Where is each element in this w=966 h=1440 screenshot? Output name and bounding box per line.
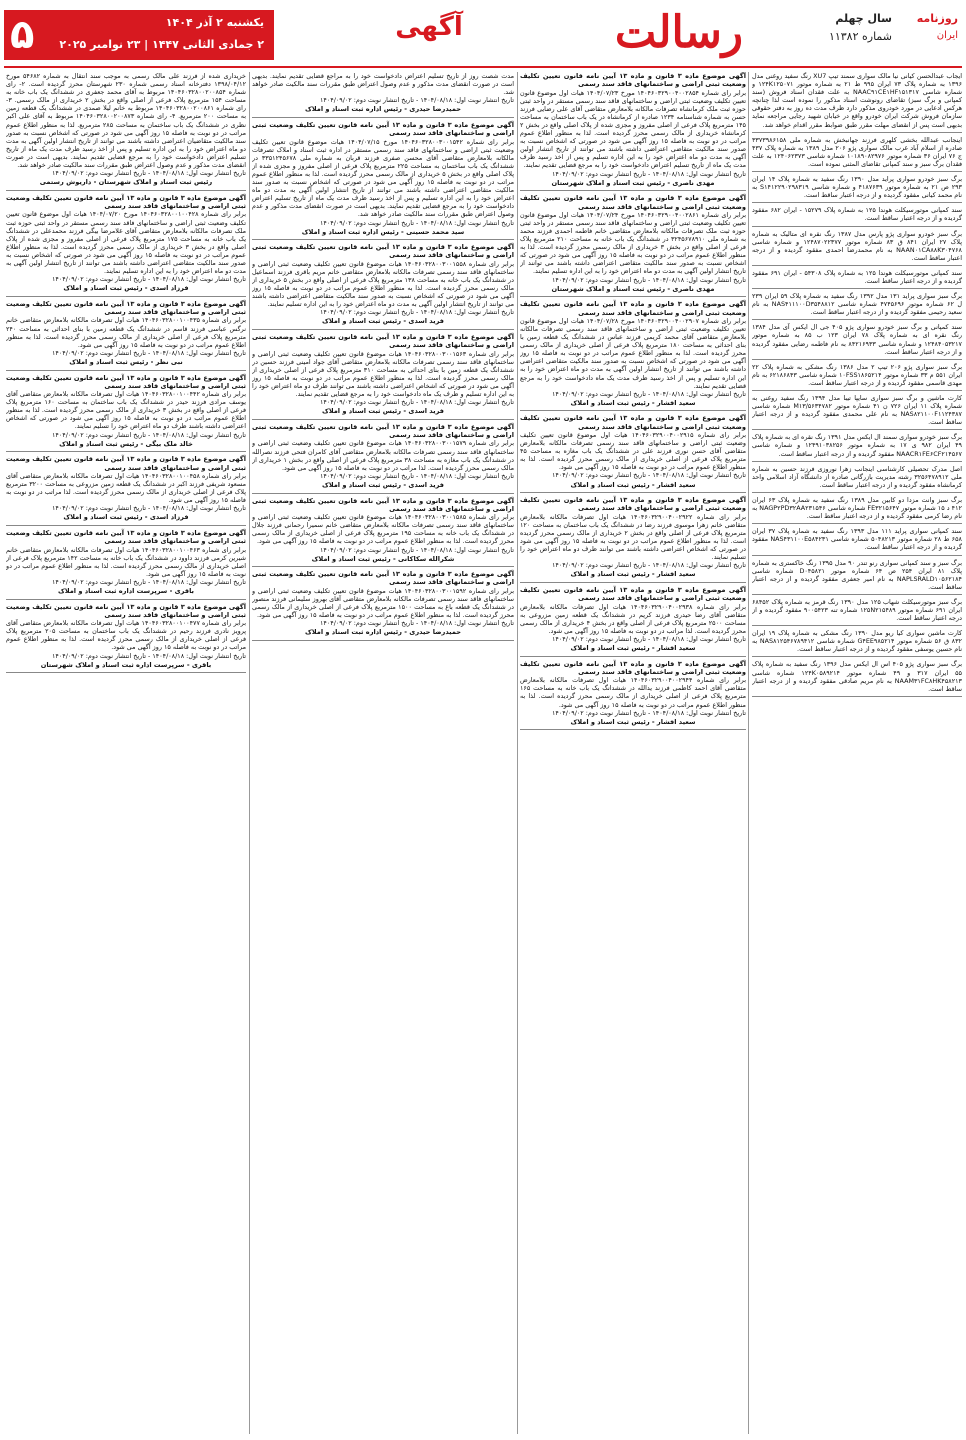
brand-country: ایران	[936, 30, 958, 41]
lost-document-notice	[752, 269, 962, 289]
notice-body: برابر رای شماره ۱۴۰۴۶۰۳۲۹۰۰۴۰۰۲۹۴۴ هیات اول تصرفات مالکانه بلامعارض متقاضی آقای احمد کاظمی فرزند یدالله در ششدانگ یک باب خانه به مساحت ۱۶۵ مترمربع پلاک فرعی از اصلی خریداری از مالک رسمی محرز گردیده است. لذا به منظور اطلاع عموم مراتب در دو نوبت به فاصله ۱۵ روز آگهی می شود.	[520, 676, 746, 709]
notice-body: برگ سبز وانت مزدا دو کابین مدل ۱۳۸۹ رنگ سفید به شماره پلاک ۶۳ ایران ۴۱۲ د ۱۵ شماره موتور FE۳۲۱۵۶۴۷ شماره شاسی NAGP۲PD۳۲AA۲۳۱۵۴۶ به نام رضا کرمی مفقود گردیده و از درجه اعتبار ساقط است.	[752, 495, 962, 521]
notice-body: اینجانب عبدالله بخشی کلهری فرزند جهانبخش به شماره ملی ۳۳۷۳۹۸۶۱۵۸ صادره از اسلام آباد غرب مالک سواری پژو ۲۰۶ مدل ۱۳۸۹ به شماره پلاک ۴۳۷ ج ۷۶ ایران ۳۶ شماره موتور ۱۰۱۸۹۰۸۲۹۷۶ شماره شاسی ۱۲۴۰۶۲۳۷۳ به علت فقدان برگ سبز و سند کمپانی تقاضای المثنی نموده است.	[752, 135, 962, 168]
publication-dates: تاریخ انتشار نوبت اول: ۱۴۰۴/۰۸/۱۸ - تاریخ انتشار نوبت دوم: ۱۴۰۴/۰۹/۰۲	[551, 634, 746, 643]
lost-document-notice	[752, 206, 962, 226]
notice-title: آگهی موضوع ماده ۳ قانون و ماده ۱۳ آیین نامه قانون تعیین تکلیف وضعیت ثبتی اراضی و ساختمانهای فاقد سند رسمی	[252, 422, 514, 440]
registry-notice	[252, 423, 514, 494]
notice-body: سند کمپانی موتورسیکلت هوندا ۱۲۵ به شماره پلاک ۵۴۳۰۸ - ایران ۶۹۱ مفقود گردیده و از درجه اعتبار ساقط است.	[752, 268, 962, 285]
notice-signature: سعید افشار - رئیس ثبت اسناد و املاک	[570, 398, 696, 407]
notice-body: برگ سبز موتورسیکلت شهاب ۱۲۵ مدل ۱۳۹۰ رنگ قرمز به شماره پلاک ۶۸۴۵۲ ایران ۶۹۱ شماره موتور ۱۲۵N۲۱۵۴۸۹ شماره تنه ۹۰۰۵۴۲۳ مفقود گردیده و از درجه اعتبار ساقط است.	[752, 597, 962, 623]
publication-dates: تاریخ انتشار نوبت اول: ۱۴۰۴/۰۸/۱۸ - تاریخ انتشار نوبت دوم: ۱۴۰۴/۰۹/۰۲	[51, 430, 246, 439]
publication-dates: تاریخ انتشار نوبت اول: ۱۴۰۴/۰۸/۱۸ - تاریخ انتشار نوبت دوم: ۱۴۰۴/۰۹/۰۲	[551, 169, 746, 178]
notice-signature: رئیس ثبت اسناد و املاک شهرستان - داریوش رستمی	[39, 178, 213, 187]
notice-body: برابر رای شماره ۱۴۰۴۶۰۳۲۸۰۰۱۰۰۴۵۸ هیات اول تصرفات مالکانه بلامعارض متقاضی آقای مسعود شریفی فرزند اکبر در ششدانگ یک قطعه زمین مزروعی به مساحت ۳۲۰۰ مترمربع پلاک فرعی از اصلی خریداری از مالک رسمی محرز گردیده است. لذا مراتب در دو نوبت به فاصله ۱۵ روز آگهی می شود.	[6, 471, 246, 505]
notice-body: برابر رای شماره ۱۴۰۴۶۰۳۲۸۰۰۳۰۰۱۵۹۲ هیات موضوع قانون تعیین تکلیف وضعیت ثبتی اراضی و ساختمانهای فاقد سند رسمی تصرفات مالکانه بلامعارض متقاضی آقای بهروز سلیمانی فرزند منصور در ششدانگ یک قطعه باغ به مساحت ۱۵۰۰ مترمربع پلاک فرعی از اصلی خریداری از مالک رسمی محرز گردیده است. لذا به منظور اطلاع عموم مراتب در دو نوبت به فاصله ۱۵ روز آگهی می شود.	[252, 586, 514, 620]
page-header	[4, 4, 962, 66]
lost-document-notice	[752, 136, 962, 172]
publication-dates: تاریخ انتشار نوبت اول: ۱۴۰۴/۰۸/۱۸ - تاریخ انتشار نوبت دوم: ۱۴۰۴/۰۹/۰۲	[51, 651, 246, 660]
notice-signature: خالد ملک بیگی - رئیس ثبت اسناد و املاک	[59, 439, 193, 448]
publication-dates: تاریخ انتشار نوبت اول: ۱۴۰۴/۰۸/۱۸ - تاریخ انتشار نوبت دوم: ۱۴۰۴/۰۹/۰۲	[551, 275, 746, 284]
column-registry-notices-1	[520, 72, 746, 1434]
notice-body: برابر رای شماره ۱۴۰۴۶۰۳۲۸۰۰۱۰۰۴۳۵ هیات اول تصرفات مالکانه بلامعارض متقاضی خانم نرگس عباسی فرزند قاسم در ششدانگ یک قطعه زمین با بنای احداثی به مساحت ۲۴۰ مترمربع پلاک فرعی از اصلی خریداری از مالک رسمی محرز گردیده است. لذا به منظور اطلاع عموم مراتب در دو نوبت به فاصله ۱۵ روز آگهی می شود.	[6, 316, 246, 349]
section-title: آگهی	[395, 12, 463, 42]
notice-title: آگهی موضوع ماده ۳ قانون و ماده ۱۳ آیین نامه قانون تعیین تکلیف وضعیت ثبتی اراضی و ساختمانهای فاقد سند رسمی	[520, 659, 746, 676]
notice-body: برابر رای شماره ۱۴۰۴۶۰۳۲۸۰۰۳۰۰۱۵۶۳ هیات موضوع قانون تعیین تکلیف وضعیت ثبتی اراضی و ساختمانهای فاقد سند رسمی تصرفات مالکانه بلامعارض متقاضی آقای جواد امینی فرزند حسین در ششدانگ یک قطعه زمین با بنای احداثی به مساحت ۳۱۰ مترمربع پلاک فرعی از اصلی خریداری از مالک رسمی محرز گردیده است. لذا به منظور اطلاع عموم مراتب در دو نوبت به فاصله ۱۵ روز آگهی می شود در صورتی که اشخاص اعتراضی داشته باشند می توانند ظرف دو ماه اعتراض خود را به این اداره تسلیم و ظرف یک ماه دادخواست خود را به مرجع قضایی تقدیم نمایند.	[252, 349, 514, 399]
notice-signature: فرید اسدی - رئیس ثبت اسناد و املاک	[321, 407, 445, 416]
notice-body: خریداری شده از فرزند علی مالک رسمی به موجب سند انتقال به شماره ۵۴۶۸۲ مورخ ۱۳۹۸/۰۴/۱۲ دفترخانه اسناد رسمی شماره ۲۳۰ شهرستان محرز گردیده است. ۲- رای شماره ۱۴۰۴۶۰۳۲۸۰۰۲۰۰۸۵۴ مربوط به آقای محمد جعفری در ششدانگ یک باب خانه به مساحت ۱۵۴ مترمربع پلاک فرعی از اصلی واقع در بخش ۲ خریداری از مالک رسمی. ۳- رای شماره ۱۴۰۴۶۰۳۲۸۰۰۲۰۰۸۶۱ مربوط به خانم لیلا صمدی در ششدانگ یک قطعه زمین به مساحت ۲۰۰ مترمربع. ۴- رای شماره ۱۴۰۴۶۰۳۲۸۰۰۲۰۰۸۷۳ مربوط به آقای علی اکبر نظری در ششدانگ یک باب ساختمان به مساحت ۲۸۵ مترمربع. لذا به منظور اطلاع عموم مراتب در دو نوبت به فاصله ۱۵ روز آگهی می شود در صورتی که اشخاص نسبت به صدور سند مالکیت متقاضیان اعتراضی داشته باشند می توانند از تاریخ انتشار اولین آگهی به مدت دو ماه اعتراض خود را به این اداره تسلیم و پس از اخذ رسید ظرف مدت یک ماه از تاریخ تسلیم اعتراض دادخواست خود را به مرجع قضایی تقدیم نمایند. بدیهی است در صورت انقضای مدت مذکور و عدم وصول اعتراض طبق مقررات سند مالکیت صادر خواهد شد.	[6, 72, 246, 170]
column-registry-notices-3	[6, 72, 246, 1434]
notice-title: آگهی موضوع ماده ۳ قانون و ماده ۱۳ آیین نامه قانون تعیین تکلیف وضعیت ثبتی اراضی و ساختمانهای فاقد سند رسمی	[252, 496, 514, 513]
notice-body: برگ سبز خودرو سواری پژو پارس مدل ۱۳۸۷ رنگ نقره ای متالیک به شماره پلاک ۲۷ ایران ۸۴۱ ق ۸۳ شماره موتور ۱۲۴۸۷۰۲۲۳۷۷ و شماره شاسی NAAN۰۱CA۸۸K۳۰۴۷۶۸ به نام محمدرضا احمدی مفقود گردیده و از درجه اعتبار ساقط است.	[752, 229, 962, 262]
notice-body: برابر رای شماره ۱۴۰۴۶۰۳۲۹۰۰۴۰۰۲۸۵۴ مورخ ۱۴۰۴/۰۷/۲۳ هیات اول موضوع قانون تعیین تکلیف وضعیت ثبتی اراضی و ساختمانهای فاقد سند رسمی مستقر در واحد ثبتی حوزه ثبت ملک کرمانشاه تصرفات مالکانه بلامعارض متقاضی آقای علی رضایی فرزند حسن به شماره شناسنامه ۱۲۳۴ صادره از کرمانشاه در یک باب ساختمان به مساحت ۱۴۵ مترمربع پلاک فرعی از اصلی مفروز و مجزی شده از پلاک اصلی واقع در بخش ۲ کرمانشاه خریداری از مالک رسمی محرز گردیده است. لذا به منظور اطلاع عموم مراتب در دو نوبت به فاصله ۱۵ روز آگهی می شود در صورتی که اشخاص نسبت به صدور سند مالکیت متقاضی اعتراضی داشته باشند می توانند از تاریخ انتشار اولین آگهی به مدت دو ماه اعتراض خود را به این اداره تسلیم و پس از اخذ رسید ظرف مدت یک ماه از تاریخ تسلیم اعتراض دادخواست خود را به مرجع قضایی تقدیم نمایند.	[520, 88, 746, 170]
date-banner	[4, 10, 274, 60]
header-divider	[4, 66, 962, 68]
registry-notice	[252, 72, 514, 118]
notice-body: مدت شصت روز از تاریخ تسلیم اعتراض دادخواست خود را به مراجع قضایی تقدیم نمایند. بدیهی است در صورت انقضای مدت مذکور و عدم وصول اعتراض طبق مقررات سند مالکیت صادر خواهد شد.	[252, 72, 514, 97]
publication-dates: تاریخ انتشار نوبت اول: ۱۴۰۴/۰۸/۱۸ - تاریخ انتشار نوبت دوم: ۱۴۰۴/۰۹/۰۲	[551, 561, 746, 570]
registry-notice	[6, 72, 246, 191]
notice-signature: سعید افشار - رئیس ثبت اسناد و املاک	[570, 644, 696, 653]
registry-notice	[6, 455, 246, 526]
lost-document-notice	[752, 292, 962, 320]
notice-body: کارت ماشین سواری کیا ریو مدل ۱۳۹۰ رنگ مشکی به شماره پلاک ۱۹ ایران ۸۳۲ ق ۵۶ شماره موتور G۴EE۹۸۵۲۱۴ شماره شاسی NAS۸۱۲۵۴۶۷۸۹۴۱۲ به نام حسین یوسفی مفقود گردیده و از درجه اعتبار ساقط است.	[752, 629, 962, 654]
notice-body: برابر رای شماره ۱۴۰۴۶۰۳۲۹۰۰۴۰۰۲۹۰۷ مورخ ۱۴۰۴/۰۷/۲۸ هیات اول موضوع قانون تعیین تکلیف وضعیت ثبتی اراضی و ساختمانهای فاقد سند رسمی تصرفات مالکانه بلامعارض متقاضی آقای محمد کریمی فرزند عباس در ششدانگ یک قطعه زمین با بنای احداثی به مساحت ۱۸۰ مترمربع پلاک فرعی از اصلی خریداری از مالک رسمی محرز گردیده است. لذا به منظور اطلاع عموم مراتب در دو نوبت به فاصله ۱۵ روز آگهی می شود در صورتی که اشخاص نسبت به صدور سند مالکیت متقاضی اعتراضی داشته باشند می توانند از تاریخ انتشار اولین آگهی به مدت دو ماه اعتراض خود را به این اداره تسلیم و پس از اخذ رسید ظرف مدت یک ماه دادخواست خود را به مرجع قضایی تقدیم نمایند.	[520, 316, 746, 390]
notice-signature: باقری - سرپرست اداره ثبت اسناد و املاک	[57, 586, 195, 595]
registry-notice	[520, 194, 746, 297]
notice-title: آگهی موضوع ماده ۳ قانون و ماده ۱۳ آیین نامه قانون تعیین تکلیف وضعیت ثبتی اراضی و ساختمانهای فاقد سند رسمی	[252, 570, 514, 587]
lost-document-notice	[752, 363, 962, 391]
lost-document-notice	[752, 629, 962, 657]
notice-title: آگهی موضوع ماده ۳ قانون و ماده ۱۳ آیین نامه قانون تعیین تکلیف وضعیت ثبتی اراضی و ساختمانهای فاقد سند رسمی	[252, 333, 514, 350]
registry-notice	[520, 72, 746, 191]
column-divider	[517, 72, 518, 1434]
notice-body: برابر رای شماره ۱۴۰۴۶۰۳۲۹۰۰۴۰۰۲۹۳۸ هیات اول تصرفات مالکانه بلامعارض متقاضی آقای رضا حیدری فرزند کریم در ششدانگ یک قطعه زمین مزروعی به مساحت ۲۵۰۰ مترمربع پلاک فرعی از اصلی واقع در بخش ۴ خریداری از مالک رسمی محرز گردیده است. لذا مراتب در دو نوبت به فاصله ۱۵ روز آگهی می شود.	[520, 602, 746, 635]
notice-signature: نبی نظر - رئیس ثبت اسناد و املاک	[69, 357, 183, 366]
notice-title: آگهی موضوع ماده ۳ قانون و ماده ۱۳ آیین نامه قانون تعیین تکلیف وضعیت ثبتی اراضی و ساختمانهای فاقد سند رسمی	[6, 602, 246, 619]
registry-notice	[520, 300, 746, 411]
registry-notice	[6, 194, 246, 297]
registry-notice	[520, 586, 746, 657]
column-registry-notices-2	[252, 72, 514, 1434]
notice-body: سند کمپانی سواری پراید ۱۱۱ مدل ۱۳۹۳ رنگ سفید به شماره پلاک ۳۷ ایران ۶۵۸ ط ۲۸ شماره موتور ۵۰۴۸۲۱۳ شماره شاسی NAS۴۳۱۱۰۰E۵۸۴۲۳۱ مفقود گردیده و از درجه اعتبار ساقط است.	[752, 527, 962, 552]
registry-notice	[252, 121, 514, 240]
notice-signature: سعید افشار - رئیس ثبت اسناد و املاک	[570, 570, 696, 579]
registry-notice	[6, 374, 246, 453]
registry-notice	[252, 497, 514, 568]
notice-title: آگهی موضوع ماده ۳ قانون و ماده ۱۳ آیین نامه قانون تعیین تکلیف وضعیت ثبتی اراضی و ساختمانهای فاقد سند رسمی	[6, 299, 246, 317]
notice-signature: فرید اسدی - رئیس ثبت اسناد و املاک	[321, 480, 445, 489]
date-hijri-gregorian: ۲ جمادی الثانی ۱۴۴۷ | ۲۳ نوامبر ۲۰۲۵	[59, 38, 264, 51]
publication-dates: تاریخ انتشار نوبت اول: ۱۴۰۴/۰۸/۱۸ - تاریخ انتشار نوبت دوم: ۱۴۰۴/۰۹/۰۲	[319, 308, 514, 317]
publication-dates: تاریخ انتشار نوبت اول: ۱۴۰۴/۰۸/۱۸ - تاریخ انتشار نوبت دوم: ۱۴۰۴/۰۹/۰۲	[319, 218, 514, 227]
registry-notice	[6, 529, 246, 600]
date-persian: یکشنبه ۲ آذر ۱۴۰۴	[165, 16, 264, 29]
lost-document-notice	[752, 465, 962, 493]
notice-signature: حمیدرضا حیدری - رئیس اداره ثبت اسناد و املاک	[304, 105, 462, 114]
publication-dates: تاریخ انتشار نوبت اول: ۱۴۰۴/۰۸/۱۸ - تاریخ انتشار نوبت دوم: ۱۴۰۴/۰۹/۰۲	[51, 169, 246, 178]
publication-dates: تاریخ انتشار نوبت اول: ۱۴۰۴/۰۸/۱۸ - تاریخ انتشار نوبت دوم: ۱۴۰۴/۰۹/۰۲	[51, 504, 246, 513]
notice-body: سند کمپانی و برگ سبز خودرو سواری پژو ۴۰۵ جی ال ایکس آی مدل ۱۳۸۴ رنگ نقره ای به شماره پلاک ۷۸ ایران ۱۲۳ ب ۸۵ به شماره موتور ۱۲۴۸۴۰۵۳۲۱۷ و شماره شاسی ۸۴۲۱۶۹۳۳ به نام فاطمه رضایی مفقود گردیده و از درجه اعتبار ساقط است.	[752, 323, 962, 356]
column-lost-documents	[752, 72, 962, 1434]
publication-dates: تاریخ انتشار نوبت اول: ۱۴۰۴/۰۸/۱۸ - تاریخ انتشار نوبت دوم: ۱۴۰۴/۰۹/۰۲	[319, 545, 514, 554]
issue-number: شماره ۱۱۳۸۲	[828, 30, 892, 43]
lost-document-notice	[752, 433, 962, 461]
registry-notice	[252, 333, 514, 420]
notice-title: آگهی موضوع ماده ۳ قانون و ماده ۱۳ آیین نامه قانون تعیین تکلیف وضعیت ثبتی اراضی و ساختمانهای فاقد سند رسمی	[6, 528, 246, 546]
notice-title: آگهی موضوع ماده ۳ قانون و ماده ۱۳ آیین نامه قانون تعیین تکلیف وضعیت ثبتی اراضی و ساختمانهای فاقد سند رسمی	[520, 72, 746, 89]
notice-body: برابر رای شماره ۱۴۰۴۶۰۳۲۸۰۰۳۰۰۱۵۴۲ مورخ ۱۴۰۴/۰۷/۱۵ هیات موضوع قانون تعیین تکلیف وضعیت ثبتی اراضی و ساختمانهای فاقد سند رسمی مستقر در اداره ثبت اسناد و املاک تصرفات مالکانه بلامعارض متقاضی آقای محسن صفری فرزند قربان به شماره ملی ۳۳۵۱۲۴۵۶۷۸ در ششدانگ یک باب ساختمان به مساحت ۲۲۵ مترمربع پلاک فرعی از اصلی مفروز و مجزی شده از پلاک اصلی واقع در بخش ۵ خریداری از مالک رسمی محرز گردیده است. لذا به منظور اطلاع عموم مراتب در دو نوبت به فاصله ۱۵ روز آگهی می شود در صورتی که اشخاص نسبت به صدور سند مالکیت متقاضی اعتراضی داشته باشند می توانند از تاریخ انتشار اولین آگهی به مدت دو ماه اعتراض خود را به این اداره تسلیم و پس از اخذ رسید ظرف مدت یک ماه از تاریخ تسلیم اعتراض دادخواست خود را به مرجع قضایی تقدیم نمایند. بدیهی است در صورت انقضای مدت مذکور و عدم وصول اعتراض طبق مقررات سند مالکیت صادر خواهد شد.	[252, 137, 514, 219]
notice-signature: شکرالله سکاکانی - رئیس ثبت اسناد و املاک	[311, 554, 455, 563]
lost-document-notice	[752, 175, 962, 203]
publication-dates: تاریخ انتشار نوبت اول: ۱۴۰۴/۰۸/۱۸ - تاریخ انتشار نوبت دوم: ۱۴۰۴/۰۹/۰۲	[551, 389, 746, 398]
notice-body: برابر رای شماره ۱۴۰۴۶۰۳۲۸۰۰۱۰۰۴۶۳ هیات اول تصرفات مالکانه بلامعارض متقاضی خانم شیرین کرمی فرزند داوود در ششدانگ یک باب خانه به مساحت ۱۴۲ مترمربع پلاک فرعی از اصلی خریداری از مالک رسمی محرز گردیده است. لذا به منظور اطلاع عموم مراتب در دو نوبت به فاصله ۱۵ روز آگهی می شود.	[6, 545, 246, 578]
page-number: ۵	[10, 12, 35, 58]
notice-body: ایجاب عبدالحسن کیانی نیا مالک سواری سمند تیپ XU7 رنگ سفید روغنی مدل ۱۳۹۶ به شماره پلاک ۷۳ ایران ۹۹۵ ط ۲۱ به شماره موتور ۱۲۴K۱۲۵۰۷۱ و شماره شاسی NAAC۹۱CE۱HF۱۵۱۳۱۷ به علت فقدان اسناد فروش (سند کمپانی و برگ سبز) تقاضای رونوشت اسناد مذکور را نموده است لذا چنانچه هرکس ادعایی در مورد خودروی مذکور دارد ظرف مدت ده روز به دفتر حقوقی سازمان فروش شرکت ایران خودرو واقع در خیابان شهید رجایی مراجعه نماید بدیهی است پس از انقضای مهلت مقرر طبق ضوابط مقرر اقدام خواهد شد.	[752, 72, 962, 129]
notice-body: اصل مدرک تحصیلی کارشناسی اینجانب زهرا نوروزی فرزند حسین به شماره ملی ۳۲۵۶۴۷۸۹۱۲ رشته مدیریت بازرگانی صادره از دانشگاه آزاد اسلامی واحد کرمانشاه مفقود گردیده و از درجه اعتبار ساقط است.	[752, 464, 962, 489]
publication-dates: تاریخ انتشار نوبت اول: ۱۴۰۴/۰۸/۱۸ - تاریخ انتشار نوبت دوم: ۱۴۰۴/۰۹/۰۲	[319, 619, 514, 628]
lost-document-notice	[752, 230, 962, 266]
notice-signature: سید محمد حسینی - رئیس اداره ثبت اسناد و املاک	[301, 227, 465, 236]
notice-body: برابر رای شماره ۱۴۰۴۶۰۳۲۸۰۰۱۰۰۴۷۷ هیات اول تصرفات مالکانه بلامعارض متقاضی آقای پرویز نادری فرزند رحیم در ششدانگ یک باب ساختمان به مساحت ۲۰۵ مترمربع پلاک فرعی از اصلی خریداری از مالک رسمی محرز گردیده است. لذا به منظور اطلاع عموم مراتب در دو نوبت به فاصله ۱۵ روز آگهی می شود.	[6, 619, 246, 652]
notice-title: آگهی موضوع ماده ۳ قانون و ماده ۱۳ آیین نامه قانون تعیین تکلیف وضعیت ثبتی اراضی و ساختمانهای فاقد سند رسمی	[520, 414, 746, 431]
notice-signature: فرزاد اسدی - رئیس ثبت اسناد و املاک	[63, 284, 189, 293]
column-divider	[249, 72, 250, 1434]
notice-body: برابر رای شماره ۱۴۰۴۶۰۳۲۸۰۰۳۰۰۱۵۷۹ هیات موضوع قانون تعیین تکلیف وضعیت ثبتی اراضی و ساختمانهای فاقد سند رسمی تصرفات مالکانه بلامعارض متقاضی آقای کامران فتحی فرزند نصرالله در ششدانگ یک باب مغازه به مساحت ۳۸ مترمربع پلاک فرعی از اصلی واقع در بخش ۱ خریداری از مالک رسمی محرز گردیده است. لذا مراتب در دو نوبت به فاصله ۱۵ روز آگهی می شود.	[252, 439, 514, 472]
lost-document-notice	[752, 527, 962, 555]
lost-document-notice	[752, 598, 962, 626]
registry-notice	[520, 414, 746, 493]
notice-title: آگهی موضوع ماده ۳ قانون و ماده ۱۳ آیین نامه قانون تعیین تکلیف وضعیت ثبتی اراضی و ساختمانهای فاقد سند رسمی	[6, 193, 246, 211]
notice-body: برابر رای شماره ۱۴۰۴۶۰۳۲۹۰۰۴۰۰۲۹۲۲ هیات اول تصرفات مالکانه بلامعارض متقاضی خانم زهرا موسوی فرزند رضا در ششدانگ یک باب ساختمان به مساحت ۱۲۰ مترمربع پلاک فرعی از اصلی واقع در بخش ۲ خریداری از مالک رسمی محرز گردیده است. لذا به منظور اطلاع عموم مراتب در دو نوبت به فاصله ۱۵ روز آگهی می شود در صورتی که اشخاص اعتراضی داشته باشند می توانند ظرف دو ماه اعتراض خود را تسلیم نمایند.	[520, 512, 746, 562]
registry-notice	[520, 660, 746, 731]
notice-title: آگهی موضوع ماده ۳ قانون و ماده ۱۳ آیین نامه قانون تعیین تکلیف وضعیت ثبتی اراضی و ساختمانهای فاقد سند رسمی	[252, 120, 514, 138]
publication-dates: تاریخ انتشار نوبت اول: ۱۴۰۴/۰۸/۱۸ - تاریخ انتشار نوبت دوم: ۱۴۰۴/۰۹/۰۲	[319, 96, 514, 105]
notice-title: آگهی موضوع ماده ۳ قانون و ماده ۱۳ آیین نامه قانون تعیین تکلیف وضعیت ثبتی اراضی و ساختمانهای فاقد سند رسمی	[252, 243, 514, 260]
registry-notice	[252, 570, 514, 641]
lost-document-notice	[752, 72, 962, 133]
publication-dates: تاریخ انتشار نوبت اول: ۱۴۰۴/۰۸/۱۸ - تاریخ انتشار نوبت دوم: ۱۴۰۴/۰۹/۰۲	[319, 471, 514, 480]
publication-dates: تاریخ انتشار نوبت اول: ۱۴۰۴/۰۸/۱۸ - تاریخ انتشار نوبت دوم: ۱۴۰۴/۰۹/۰۲	[319, 398, 514, 407]
issue-info	[750, 10, 962, 60]
notice-body: برگ سبز سواری پژو ۴۰۵ اس ال ایکس مدل ۱۳۹۶ رنگ سفید به شماره پلاک ۵۵ ایران ۳۱۷ و ۴۹ شماره موتور ۱۲۴K۰۵۸۹۲۱۴ شماره شاسی NAAM۳۱FC۸HK۴۵۸۲۱۳ به نام مریم صادقی مفقود گردیده و از درجه اعتبار ساقط است.	[752, 660, 962, 693]
notice-body: برگ سبز خودرو سواری سمند ال ایکس مدل ۱۳۹۱ رنگ نقره ای به شماره پلاک ۴۹ ایران ۹۸۲ ی ۱۷ به شماره موتور ۱۲۴۹۱۰۳۸۲۵۶ و شماره شاسی NAACR۱FE۶CF۲۱۴۵۶۷ مفقود گردیده و از درجه اعتبار ساقط است.	[752, 433, 962, 458]
notice-body: برابر رای شماره ۱۴۰۴۶۰۳۲۸۰۰۳۰۰۱۵۵۸ هیات موضوع قانون تعیین تکلیف وضعیت ثبتی اراضی و ساختمانهای فاقد سند رسمی تصرفات مالکانه بلامعارض متقاضی خانم مریم باقری فرزند اسماعیل در ششدانگ یک باب خانه به مساحت ۱۳۸ مترمربع پلاک فرعی از اصلی واقع در بخش ۵ خریداری از مالک رسمی محرز گردیده است. لذا به منظور اطلاع عموم مراتب در دو نوبت به فاصله ۱۵ روز آگهی می شود در صورتی که اشخاص نسبت به صدور سند مالکیت متقاضی اعتراضی داشته باشند می توانند از تاریخ انتشار اولین آگهی به مدت دو ماه اعتراض خود را به این اداره تسلیم نمایند.	[252, 259, 514, 309]
newspaper-logo: رسالت	[614, 7, 744, 58]
notice-body: سند کمپانی موتورسیکلت هوندا ۱۲۵ به شماره پلاک ۱۵۲۷۹ - ایران ۶۸۲ مفقود گردیده و از درجه اعتبار ساقط است.	[752, 206, 962, 223]
notice-body: برابر رای شماره ۱۴۰۴۶۰۳۲۸۰۰۳۰۰۱۵۸۵ هیات موضوع قانون تعیین تکلیف وضعیت ثبتی اراضی و ساختمانهای فاقد سند رسمی تصرفات مالکانه بلامعارض متقاضی خانم سمیرا رحمانی فرزند جلال در ششدانگ یک باب خانه به مساحت ۱۹۵ مترمربع پلاک فرعی از اصلی خریداری از مالک رسمی محرز گردیده است. لذا به منظور اطلاع عموم مراتب در دو نوبت به فاصله ۱۵ روز آگهی می شود.	[252, 513, 514, 546]
publication-dates: تاریخ انتشار نوبت اول: ۱۴۰۴/۰۸/۱۸ - تاریخ انتشار نوبت دوم: ۱۴۰۴/۰۹/۰۲	[551, 708, 746, 717]
notice-body: کارت ماشین و برگ سبز سواری سایپا تیبا مدل ۱۳۹۴ رنگ سفید روغنی به شماره پلاک ۱۱ ایران ۷۲۶ ن ۴۱ شماره موتور M۱۳/۵۶۳۴۷۸۲ شماره شاسی NAS۸۲۱۱۰۰F۱۱۲۴۳۸۷ به نام علی محمدی مفقود گردیده و از درجه اعتبار ساقط است.	[752, 394, 962, 427]
brand-label: روزنامه	[916, 12, 958, 25]
notice-title: آگهی موضوع ماده ۳ قانون و ماده ۱۳ آیین نامه قانون تعیین تکلیف وضعیت ثبتی اراضی و ساختمانهای فاقد سند رسمی	[520, 585, 746, 603]
year-label: سال چهلم	[835, 12, 892, 25]
registry-notice	[252, 243, 514, 330]
notice-signature: حمیدرضا حیدری - رئیس اداره ثبت اسناد و املاک	[304, 628, 462, 637]
publication-dates: تاریخ انتشار نوبت اول: ۱۴۰۴/۰۸/۱۸ - تاریخ انتشار نوبت دوم: ۱۴۰۴/۰۹/۰۲	[51, 275, 246, 284]
notice-body: برگ سبز سواری پژو ۲۰۶ تیپ ۲ مدل ۱۳۸۶ رنگ مشکی به شماره پلاک ۲۲ ایران ۵۵۱ م ۳۳ شماره موتور ۱۰FSS۱۸۶۵۲۱۴ شماره شاسی ۶۲۱۸۶۸۴۳ به نام مهدی قاسمی مفقود گردیده و از درجه اعتبار ساقط است.	[752, 362, 962, 387]
publication-dates: تاریخ انتشار نوبت اول: ۱۴۰۴/۰۸/۱۸ - تاریخ انتشار نوبت دوم: ۱۴۰۴/۰۹/۰۲	[51, 348, 246, 357]
notice-title: آگهی موضوع ماده ۳ قانون و ماده ۱۳ آیین نامه قانون تعیین تکلیف وضعیت ثبتی اراضی و ساختمانهای فاقد سند رسمی	[520, 496, 746, 513]
column-divider	[748, 72, 749, 1434]
notice-title: آگهی موضوع ماده ۳ قانون و ماده ۱۳ آیین نامه قانون تعیین تکلیف وضعیت ثبتی اراضی و ساختمانهای فاقد سند رسمی	[520, 194, 746, 211]
notice-signature: سعید افشار - رئیس ثبت اسناد و املاک	[570, 480, 696, 489]
notice-signature: باقری - سرپرست اداره ثبت اسناد و املاک شهرستان	[40, 660, 212, 669]
registry-notice	[6, 300, 246, 371]
notice-signature: سعید افشار - رئیس ثبت اسناد و املاک	[570, 717, 696, 726]
notice-body: برابر رای شماره ۱۴۰۴۶۰۳۲۹۰۰۴۰۰۲۸۶۱ مورخ ۱۴۰۴/۰۷/۲۴ هیات اول موضوع قانون تعیین تکلیف وضعیت ثبتی اراضی و ساختمانهای فاقد سند رسمی مستقر در واحد ثبتی حوزه ثبت ملک تصرفات مالکانه بلامعارض متقاضی خانم فاطمه احمدی فرزند محمد به شماره ملی ۳۲۴۵۶۷۸۹۱۰ در ششدانگ یک باب خانه به مساحت ۲۱۰ مترمربع پلاک فرعی از اصلی واقع در بخش ۳ خریداری از مالک رسمی محرز گردیده است. لذا به منظور اطلاع عموم مراتب در دو نوبت به فاصله ۱۵ روز آگهی می شود در صورتی که اشخاص نسبت به صدور سند مالکیت متقاضی اعتراضی داشته باشند می توانند از تاریخ انتشار اولین آگهی به مدت دو ماه اعتراض خود را به این اداره تسلیم نمایند.	[520, 210, 746, 276]
notice-body: برگ سبز خودرو سواری پراید مدل ۱۳۹۰ رنگ سفید به شماره پلاک ۱۴ ایران ۲۹۳ ص ۲۱ به شماره موتور ۴۱۸۷۶۳۹ و شماره شاسی S۱۴۱۲۲۹۰۲۹۸۳۱۹ به نام محمد کیانی مفقود گردیده و از درجه اعتبار ساقط است.	[752, 175, 962, 200]
lost-document-notice	[752, 496, 962, 524]
lost-document-notice	[752, 559, 962, 595]
notice-signature: مهدی ناصری - رئیس ثبت اسناد و املاک شهرستان	[551, 284, 715, 293]
lost-document-notice	[752, 394, 962, 430]
notice-body: برابر رای شماره ۱۴۰۴۶۰۳۲۸۰۰۱۰۰۴۴۲ هیات اول تصرفات مالکانه بلامعارض متقاضی آقای یوسف مرادی فرزند حیدر در ششدانگ یک باب ساختمان به مساحت ۱۶۰ مترمربع پلاک فرعی از اصلی واقع در بخش ۳ خریداری از مالک رسمی محرز گردیده است. لذا به منظور اطلاع عموم مراتب در دو نوبت به فاصله ۱۵ روز آگهی می شود در صورتی که اشخاص اعتراضی داشته باشند ظرف دو ماه اعتراض خود را تسلیم نمایند.	[6, 390, 246, 431]
notice-body: برگ سبز سواری پراید ۱۳۱ مدل ۱۳۹۲ رنگ سفید به شماره پلاک ۵۹ ایران ۲۳۹ ل ۶۲ شماره موتور ۴۷۴۵۶۹۶ شماره شاسی NAS۴۱۱۱۰۰D۳۵۴۸۸۱۲ به نام سعید رحیمی مفقود گردیده و از درجه اعتبار ساقط است.	[752, 292, 962, 317]
notice-title: آگهی موضوع ماده ۳ قانون و ماده ۱۳ آیین نامه قانون تعیین تکلیف وضعیت ثبتی اراضی و ساختمانهای فاقد سند رسمی	[6, 373, 246, 390]
publication-dates: تاریخ انتشار نوبت اول: ۱۴۰۴/۰۸/۱۸ - تاریخ انتشار نوبت دوم: ۱۴۰۴/۰۹/۰۲	[551, 471, 746, 480]
notice-title: آگهی موضوع ماده ۳ قانون و ماده ۱۳ آیین نامه قانون تعیین تکلیف وضعیت ثبتی اراضی و ساختمانهای فاقد سند رسمی	[6, 455, 246, 472]
publication-dates: تاریخ انتشار نوبت اول: ۱۴۰۴/۰۸/۱۸ - تاریخ انتشار نوبت دوم: ۱۴۰۴/۰۹/۰۲	[51, 577, 246, 586]
notice-signature: فرید اسدی - رئیس ثبت اسناد و املاک	[321, 317, 445, 326]
notice-title: آگهی موضوع ماده ۳ قانون و ماده ۱۳ آیین نامه قانون تعیین تکلیف وضعیت ثبتی اراضی و ساختمانهای فاقد سند رسمی	[520, 300, 746, 317]
notice-body: برابر رای شماره ۱۴۰۴۶۰۳۲۸۰۰۱۰۰۴۲۸ مورخ ۱۴۰۴/۰۷/۲۰ هیات اول موضوع قانون تعیین تکلیف وضعیت ثبتی اراضی و ساختمانهای فاقد سند رسمی مستقر در واحد ثبتی حوزه ثبت ملک تصرفات مالکانه بلامعارض متقاضی آقای غلامرضا بیگی فرزند محمدعلی در ششدانگ یک باب خانه به مساحت ۱۷۵ مترمربع پلاک فرعی از اصلی مفروز و مجزی شده از پلاک اصلی واقع در بخش ۳ خریداری از مالک رسمی محرز گردیده است. لذا به منظور اطلاع عموم مراتب در دو نوبت به فاصله ۱۵ روز آگهی می شود در صورتی که اشخاص نسبت به صدور سند مالکیت متقاضی اعتراضی داشته باشند می توانند از تاریخ انتشار اولین آگهی به مدت دو ماه اعتراض خود را به این اداره تسلیم نمایند.	[6, 210, 246, 276]
notice-body: برگ سبز و سند کمپانی سواری رنو تندر ۹۰ مدل ۱۳۹۵ رنگ خاکستری به شماره پلاک ۸۱ ایران ۲۵۴ ص ۶۴ شماره موتور D۰۴۵۸۲۱ شماره شاسی NAPLSRALD۱۰۵۶۲۱۸۴ به نام امیر جعفری مفقود گردیده و از درجه اعتبار ساقط است.	[752, 558, 962, 591]
notice-signature: فرزاد اسدی - رئیس ثبت اسناد و املاک	[63, 513, 189, 522]
registry-notice	[520, 496, 746, 583]
notice-body: برابر رای شماره ۱۴۰۴۶۰۳۲۹۰۰۴۰۰۲۹۱۵ هیات اول موضوع قانون تعیین تکلیف وضعیت ثبتی اراضی و ساختمانهای فاقد سند رسمی تصرفات مالکانه بلامعارض متقاضی آقای حسن نوری فرزند علی در ششدانگ یک باب مغازه به مساحت ۴۵ مترمربع پلاک فرعی از اصلی خریداری از مالک رسمی محرز گردیده است. لذا به منظور اطلاع عموم مراتب در دو نوبت به فاصله ۱۵ روز آگهی می شود.	[520, 430, 746, 472]
lost-document-notice	[752, 660, 962, 696]
lost-document-notice	[752, 323, 962, 359]
registry-notice	[6, 603, 246, 674]
notice-signature: مهدی ناصری - رئیس ثبت اسناد و املاک شهرستان	[551, 178, 715, 187]
